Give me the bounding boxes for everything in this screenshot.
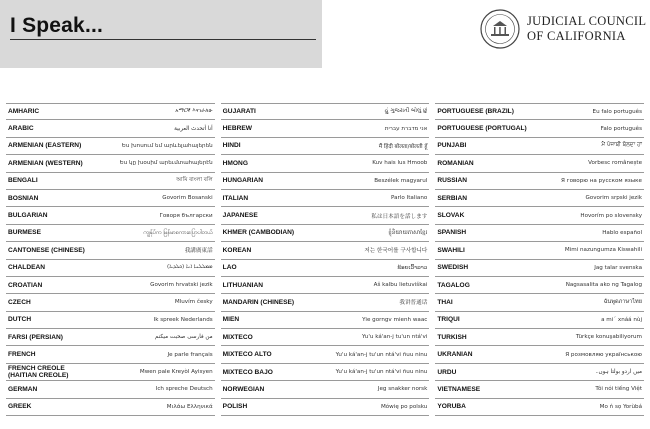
language-row — [221, 329, 430, 346]
i-speak-phrase: Я розмовляю українською — [565, 351, 643, 358]
language-row — [6, 364, 215, 381]
language-name: ITALIAN — [222, 194, 249, 202]
page-title: I Speak... — [10, 14, 104, 37]
language-row — [6, 399, 215, 416]
i-speak-phrase: Türkçe konuşabiliyorum — [575, 334, 643, 341]
language-name: RUSSIAN — [437, 177, 468, 185]
i-speak-phrase: 我讲普通话 — [399, 300, 428, 307]
language-name: HEBREW — [222, 125, 252, 133]
language-row — [435, 312, 644, 329]
i-speak-phrase: ਮੈਂ ਪੰਜਾਬੀ ਬੋਲਦਾ ਹਾਂ — [601, 142, 643, 149]
language-row — [221, 294, 430, 311]
i-speak-phrase: Ich spreche Deutsch — [155, 386, 213, 393]
language-row — [435, 277, 644, 294]
i-speak-phrase: Govorim srpski jezik — [585, 195, 643, 202]
language-row — [221, 138, 430, 155]
language-name: MIEN — [222, 316, 240, 324]
language-row — [435, 260, 644, 277]
language-row — [6, 225, 215, 242]
language-row — [221, 207, 430, 224]
language-row — [221, 242, 430, 259]
language-row — [6, 173, 215, 190]
language-row — [6, 138, 215, 155]
language-row — [435, 329, 644, 346]
language-name: ROMANIAN — [437, 159, 474, 167]
language-row — [221, 260, 430, 277]
i-speak-phrase: Mimi nazungumza Kiswahili — [564, 247, 643, 254]
i-speak-phrase: a mi´ xnáá nùj — [601, 316, 643, 323]
i-speak-phrase: Hablo español — [602, 229, 643, 236]
language-row — [435, 242, 644, 259]
org-name — [527, 14, 646, 44]
org-line-1: JUDICIAL COUNCIL — [527, 14, 647, 28]
language-name: LAO — [222, 264, 237, 272]
i-speak-phrase: Yu'u ká'an-j tu'un ntá'vi — [362, 334, 428, 341]
language-row — [435, 225, 644, 242]
language-name: PUNJABI — [437, 142, 467, 150]
i-speak-phrase: Mwen pale Kreyòl Ayisyen — [139, 369, 213, 376]
i-speak-phrase: 私は日本語を話します — [371, 213, 428, 220]
language-name: MIXTECO ALTO — [222, 351, 272, 359]
language-row — [221, 120, 430, 137]
language-row — [6, 346, 215, 363]
title-underline — [10, 39, 316, 40]
language-name: KHMER (CAMBODIAN) — [222, 229, 295, 237]
i-speak-phrase: Je parle français — [167, 351, 213, 358]
language-column — [221, 103, 430, 416]
i-speak-phrase: Говоря български — [159, 212, 213, 219]
language-name: PORTUGUESE (BRAZIL) — [437, 108, 514, 116]
language-row — [435, 155, 644, 172]
language-name: SPANISH — [437, 229, 467, 237]
language-name: TAGALOG — [437, 281, 470, 289]
language-name: PORTUGUESE (PORTUGAL) — [437, 125, 527, 133]
i-speak-phrase: ខ្ញុំនិយាយភាសាខ្មែរ — [388, 229, 428, 236]
language-row — [221, 103, 430, 120]
language-row — [435, 207, 644, 224]
language-column — [435, 103, 644, 416]
i-speak-phrase: Yie gorngv mienh waac — [362, 316, 428, 323]
language-row — [6, 294, 215, 311]
i-speak-phrase: मैं हिंदी बोलता/बोलती हूँ — [378, 143, 428, 150]
language-row — [221, 346, 430, 363]
language-name: SWAHILI — [437, 246, 465, 254]
language-name: DUTCH — [8, 316, 32, 324]
language-name: FRENCH CREOLE (HAITIAN CREOLE) — [8, 365, 69, 380]
i-speak-phrase: Ես խոսում եմ արևելահայերեն — [121, 142, 213, 149]
language-column — [6, 103, 215, 416]
org-line-2: OF CALIFORNIA — [527, 29, 626, 43]
i-speak-phrase: Parlo Italiano — [390, 195, 428, 202]
i-speak-phrase: હું ગુજરાતી બોલું છું — [384, 108, 428, 115]
language-name: ARMENIAN (WESTERN) — [8, 159, 83, 167]
language-row — [6, 120, 215, 137]
language-name: BURMESE — [8, 229, 41, 237]
i-speak-phrase: ຂ້ອຍເວົ້າລາວ — [397, 264, 428, 271]
language-name: POLISH — [222, 403, 248, 411]
language-grid — [6, 103, 644, 416]
language-name: GUJARATI — [222, 108, 256, 116]
language-name: UKRANIAN — [437, 351, 473, 359]
language-name: TRIQUI — [437, 316, 460, 324]
i-speak-phrase: Falo português — [600, 125, 643, 132]
language-name: YORUBA — [437, 403, 466, 411]
language-row — [435, 120, 644, 137]
language-name: MIXTECO — [222, 333, 253, 341]
seal-icon — [480, 9, 520, 49]
language-name: SERBIAN — [437, 194, 468, 202]
language-name: JAPANESE — [222, 212, 258, 220]
i-speak-phrase: Kuv hais lus Hmoob — [372, 160, 428, 167]
i-speak-phrase: Я говорю на русском языке — [560, 177, 643, 184]
language-row — [435, 103, 644, 120]
i-speak-phrase: ฉันพูดภาษาไทย — [603, 299, 643, 306]
language-name: TURKISH — [437, 333, 467, 341]
language-row — [6, 190, 215, 207]
i-speak-phrase: Tôi nói tiếng Việt — [595, 386, 643, 393]
language-row — [221, 225, 430, 242]
language-row — [221, 190, 430, 207]
language-row — [221, 277, 430, 294]
language-row — [221, 312, 430, 329]
i-speak-phrase: میں اردو بولتا ہوں۔ — [595, 369, 643, 376]
i-speak-phrase: Vorbesc românește — [588, 160, 643, 167]
language-name: HMONG — [222, 159, 248, 167]
language-name: HUNGARIAN — [222, 177, 263, 185]
language-row — [6, 329, 215, 346]
language-name: SLOVAK — [437, 212, 465, 220]
language-row — [6, 277, 215, 294]
language-row — [221, 364, 430, 381]
language-name: KOREAN — [222, 246, 252, 254]
language-row — [6, 103, 215, 120]
language-row — [435, 190, 644, 207]
language-row — [6, 260, 215, 277]
language-name: MIXTECO BAJO — [222, 368, 273, 376]
language-row — [221, 381, 430, 398]
language-name: VIETNAMESE — [437, 385, 481, 393]
language-row — [6, 242, 215, 259]
i-speak-phrase: Beszélek magyarul — [374, 177, 428, 184]
i-speak-phrase: Mo ń sọ Yorùbá — [599, 403, 643, 410]
language-row — [6, 381, 215, 398]
language-name: BULGARIAN — [8, 212, 48, 220]
language-name: THAI — [437, 298, 453, 306]
i-speak-phrase: أنا أتحدث العربية — [174, 125, 213, 132]
language-row — [435, 294, 644, 311]
i-speak-phrase: Jeg snakker norsk — [377, 386, 428, 393]
language-name: ARMENIAN (EASTERN) — [8, 142, 82, 150]
i-speak-phrase: Yu'u ká'an-j tu'un ntá'vi ñuu ninu — [335, 369, 428, 376]
i-speak-phrase: Govorim hrvatski jezik — [150, 282, 213, 289]
i-speak-phrase: Govorim Bosanski — [162, 195, 213, 202]
i-speak-phrase: Hovorím po slovensky — [580, 212, 643, 219]
i-speak-phrase: אני מדברת עברית — [384, 125, 428, 132]
language-row — [435, 173, 644, 190]
language-row — [6, 312, 215, 329]
header-band — [0, 0, 322, 68]
language-name: CHALDEAN — [8, 264, 45, 272]
i-speak-phrase: Jag talar svenska — [594, 264, 643, 271]
i-speak-phrase: Aš kalbu lietuviškai — [373, 282, 428, 289]
i-speak-phrase: Yu'u ká'an-j tu'un ntá'vi ñuu ninu — [335, 351, 428, 358]
language-name: CANTONESE (CHINESE) — [8, 246, 85, 254]
language-row — [221, 173, 430, 190]
language-row — [6, 207, 215, 224]
language-name: ARABIC — [8, 125, 34, 133]
language-name: MANDARIN (CHINESE) — [222, 298, 295, 306]
i-speak-phrase: Eu falo português — [592, 108, 643, 115]
i-speak-phrase: Ես կը խօսիմ արեւմտահայերէն — [119, 160, 213, 167]
language-name: GERMAN — [8, 385, 38, 393]
i-speak-phrase: አማርኛ እናገራለሁ — [175, 108, 213, 115]
language-row — [435, 138, 644, 155]
language-name: GREEK — [8, 403, 32, 411]
language-name: HINDI — [222, 142, 241, 150]
i-speak-phrase: (ܟܠܕܝܐ) ܡܡܠܠܢܐ ܐܢܐ — [167, 264, 213, 271]
i-speak-phrase: 저는 한국어를 구사합니다 — [364, 248, 428, 255]
i-speak-phrase: Mluvím česky — [174, 299, 213, 306]
language-row — [6, 155, 215, 172]
i-speak-phrase: আমি বাংলা বলি — [176, 177, 213, 184]
language-row — [435, 364, 644, 381]
language-row — [221, 399, 430, 416]
i-speak-phrase: ကျွန်ုပ်က မြန်မာစကားပြောပါတယ် — [143, 230, 213, 237]
language-name: LITHUANIAN — [222, 281, 263, 289]
language-name: CZECH — [8, 298, 31, 306]
i-speak-phrase: من فارسی صحبت میکنم — [154, 334, 213, 341]
language-name: NORWEGIAN — [222, 385, 265, 393]
language-row — [435, 381, 644, 398]
i-speak-phrase: Μιλάω Ελληνικά — [166, 403, 213, 410]
language-name: AMHARIC — [8, 108, 40, 116]
language-name: FARSI (PERSIAN) — [8, 333, 63, 341]
i-speak-phrase: Ik spreek Nederlands — [153, 316, 213, 323]
language-name: BENGALI — [8, 177, 38, 185]
language-row — [435, 399, 644, 416]
language-name: CROATIAN — [8, 281, 43, 289]
i-speak-phrase: Nagsasalita ako ng Tagalog — [565, 282, 643, 289]
i-speak-phrase: Mówię po polsku — [380, 403, 428, 410]
language-name: FRENCH — [8, 351, 36, 359]
i-speak-phrase: 我講廣東話 — [184, 248, 213, 255]
language-name: BOSNIAN — [8, 194, 39, 202]
language-row — [435, 346, 644, 363]
language-row — [221, 155, 430, 172]
language-name: SWEDISH — [437, 264, 469, 272]
language-name: URDU — [437, 368, 457, 376]
